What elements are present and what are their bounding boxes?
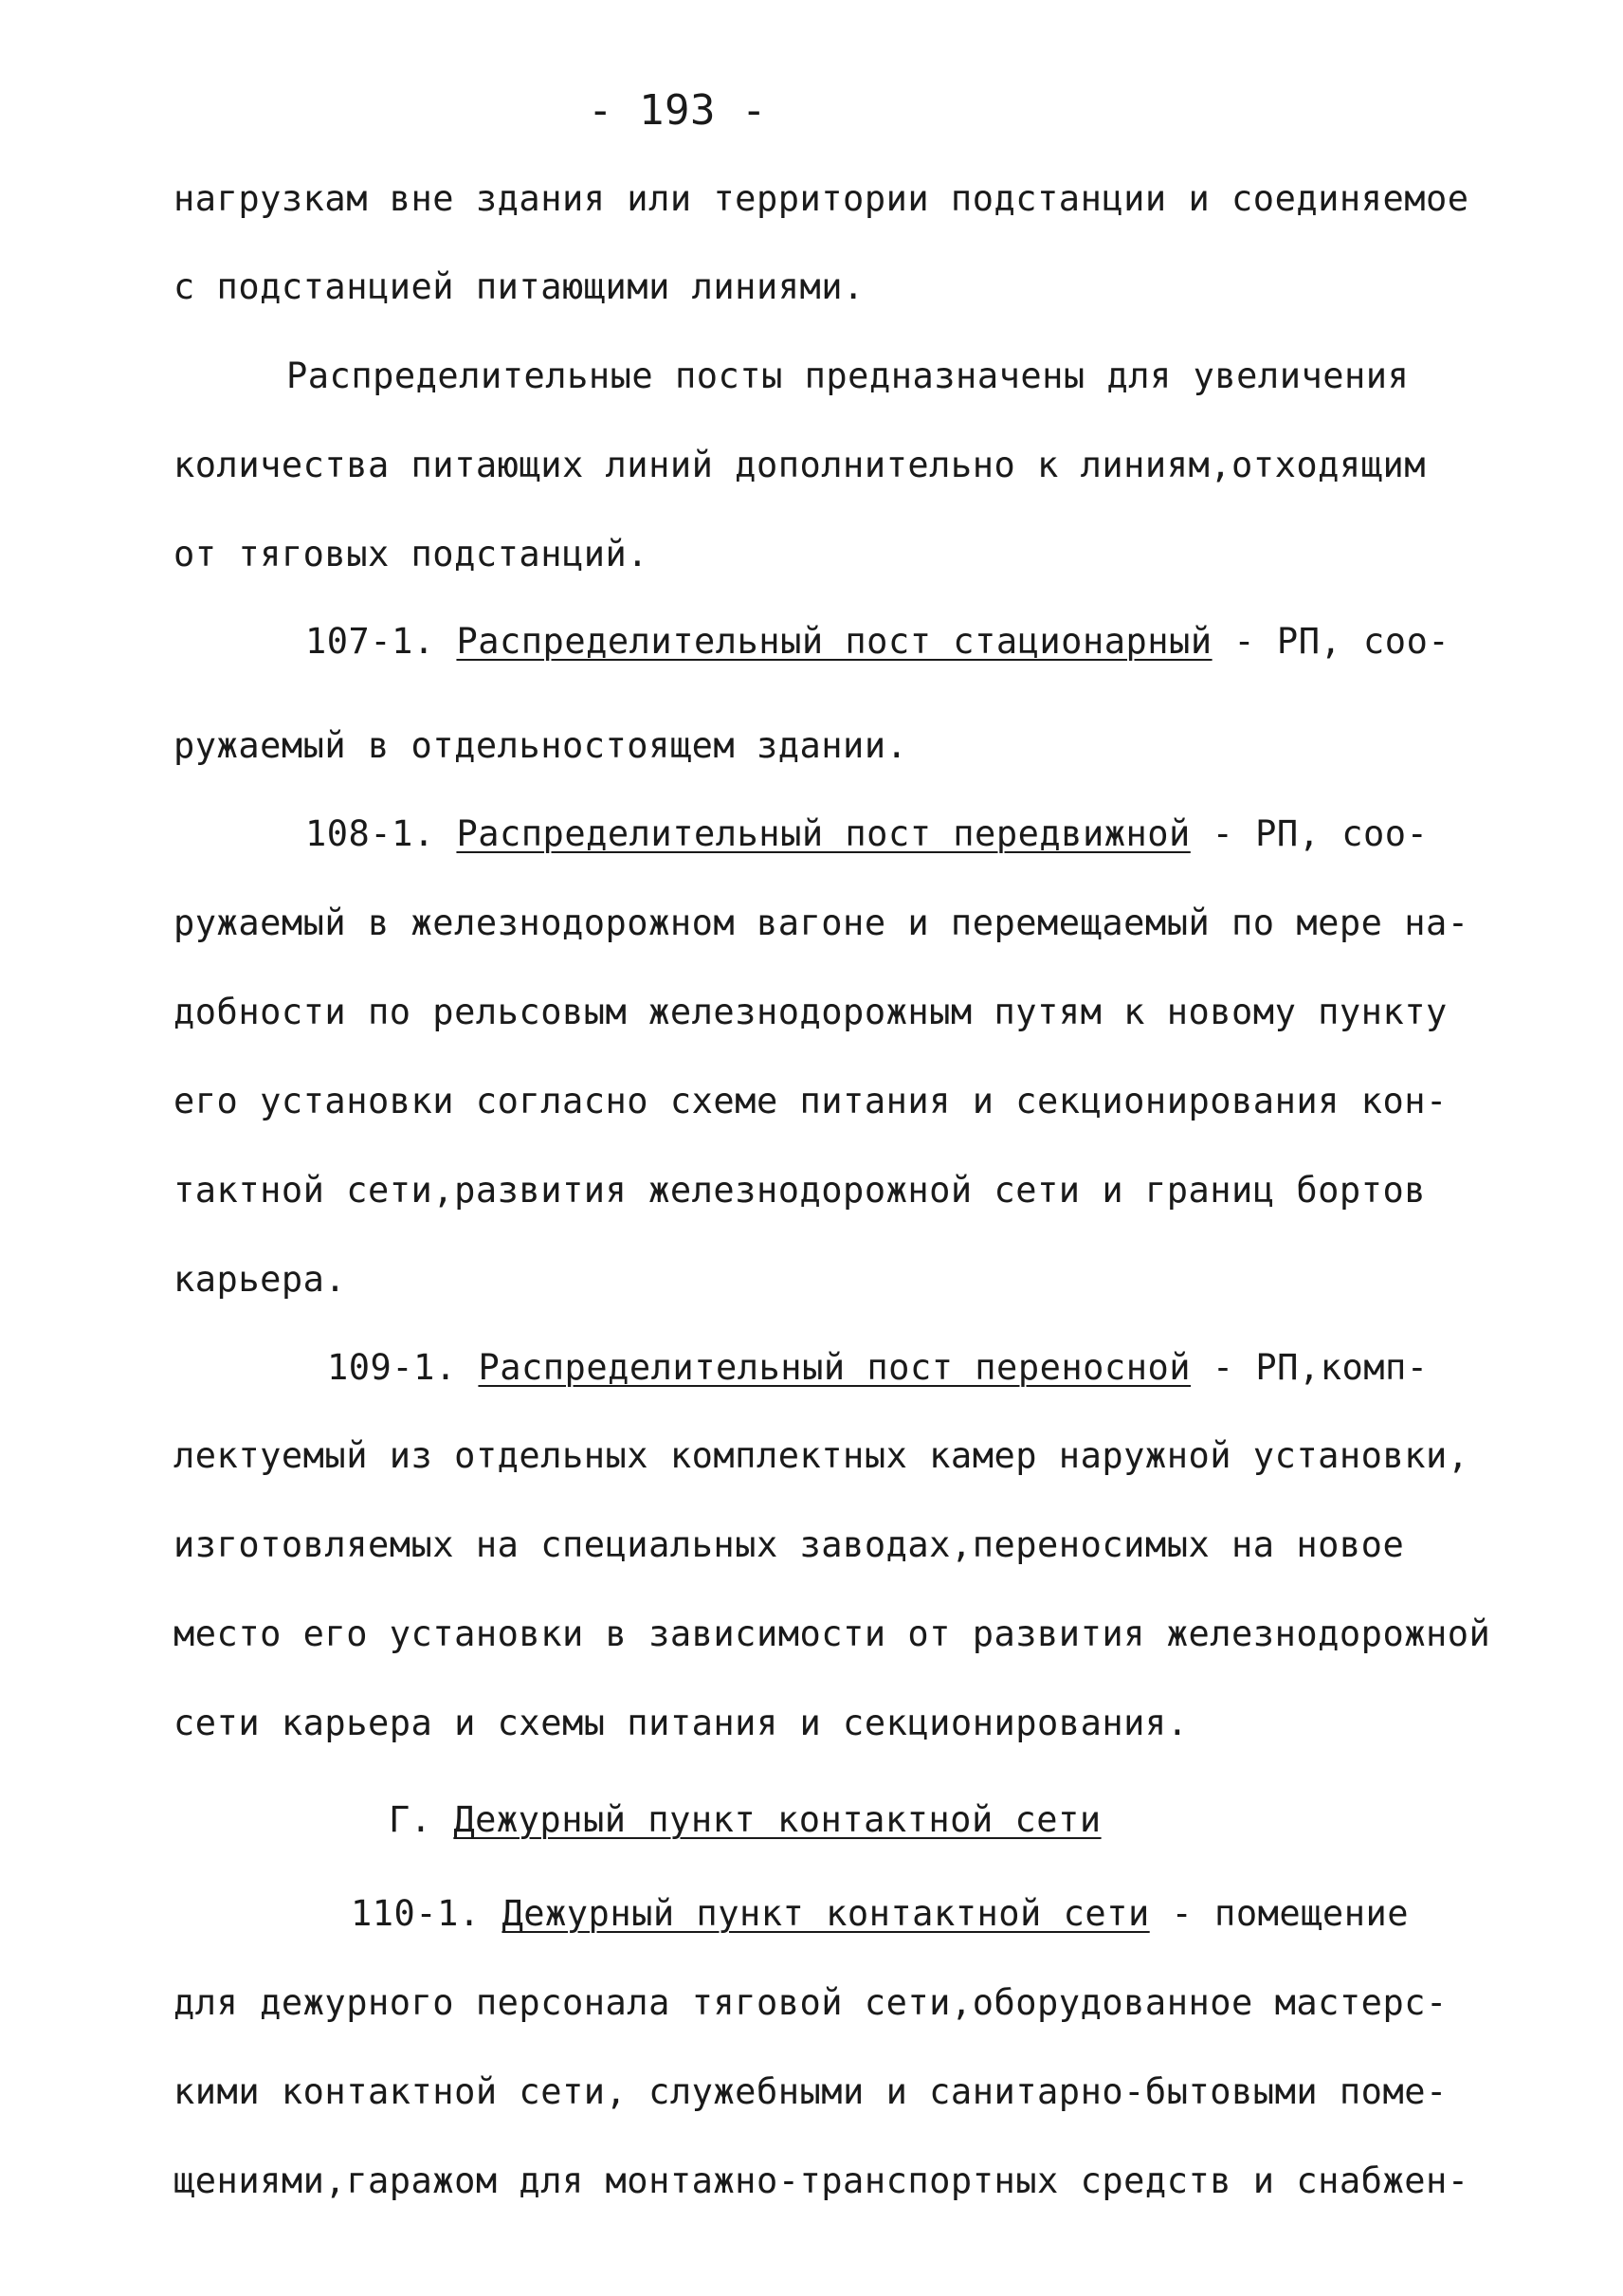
section-g-heading bbox=[389, 1799, 1102, 1841]
term-109-line-2: лектуемый из отдельных комплектных камер наружной установки, bbox=[173, 1435, 1469, 1476]
term-108-rest: - РП, соо- bbox=[1190, 813, 1429, 854]
term-108-line-3: добности по рельсовым железнодорожным путям к новому пункту bbox=[173, 992, 1448, 1032]
term-108-line-2: ружаемый в железнодорожном вагоне и перемещаемый по мере на- bbox=[173, 902, 1469, 943]
term-110-line-2: для дежурного персонала тяговой сети,оборудованное мастерс- bbox=[173, 1982, 1448, 2023]
term-110-title: Дежурный пункт контактной сети bbox=[501, 1893, 1150, 1934]
term-109-line-5: сети карьера и схемы питания и секционирования. bbox=[173, 1703, 1189, 1743]
posts-line-1: Распределительные посты предназначены для увеличения bbox=[286, 355, 1410, 396]
term-108-number: 108-1. bbox=[305, 813, 457, 854]
term-108-line-1 bbox=[305, 813, 1428, 855]
posts-line-3: от тяговых подстанций. bbox=[173, 534, 649, 574]
term-107-title: Распределительный пост стационарный bbox=[456, 621, 1213, 662]
term-110-line-3: кими контактной сети, служебными и санитарно-бытовыми поме- bbox=[173, 2071, 1448, 2112]
term-110-line-1 bbox=[351, 1893, 1409, 1935]
term-109-line-3: изготовляемых на специальных заводах,переносимых на новое bbox=[173, 1524, 1405, 1565]
posts-line-2: количества питающих линий дополнительно к линиям,отходящим bbox=[173, 445, 1427, 485]
intro-line-2: с подстанцией питающими линиями. bbox=[173, 266, 865, 307]
term-107-line-2: ружаемый в отдельностоящем здании. bbox=[173, 725, 908, 766]
term-107-number: 107-1. bbox=[305, 621, 457, 662]
term-108-title: Распределительный пост передвижной bbox=[456, 813, 1191, 854]
term-109-line-1 bbox=[327, 1347, 1429, 1389]
term-110-number: 110-1. bbox=[351, 1893, 502, 1934]
section-g-title: Дежурный пункт контактной сети bbox=[453, 1799, 1102, 1840]
intro-line-1: нагрузкам вне здания или территории подстанции и соединяемое bbox=[173, 178, 1469, 219]
term-108-line-5: тактной сети,развития железнодорожной сети и границ бортов bbox=[173, 1170, 1427, 1211]
term-108-line-4: его установки согласно схеме питания и секционирования кон- bbox=[173, 1081, 1448, 1121]
term-108-line-6: карьера. bbox=[173, 1259, 347, 1300]
term-107-line-1 bbox=[305, 621, 1450, 663]
section-g-prefix: Г. bbox=[389, 1799, 454, 1840]
term-109-line-4: место его установки в зависимости от развития железнодорожной bbox=[173, 1613, 1491, 1654]
term-110-rest: - помещение bbox=[1149, 1893, 1410, 1934]
term-110-line-4: щениями,гаражом для монтажно-транспортных средств и снабжен- bbox=[173, 2160, 1469, 2201]
term-109-number: 109-1. bbox=[327, 1347, 479, 1388]
term-109-rest: - РП,комп- bbox=[1191, 1347, 1429, 1388]
term-109-title: Распределительный пост переносной bbox=[478, 1347, 1192, 1388]
page-number: - 193 - bbox=[588, 86, 767, 135]
term-107-rest: - РП, соо- bbox=[1212, 621, 1450, 662]
